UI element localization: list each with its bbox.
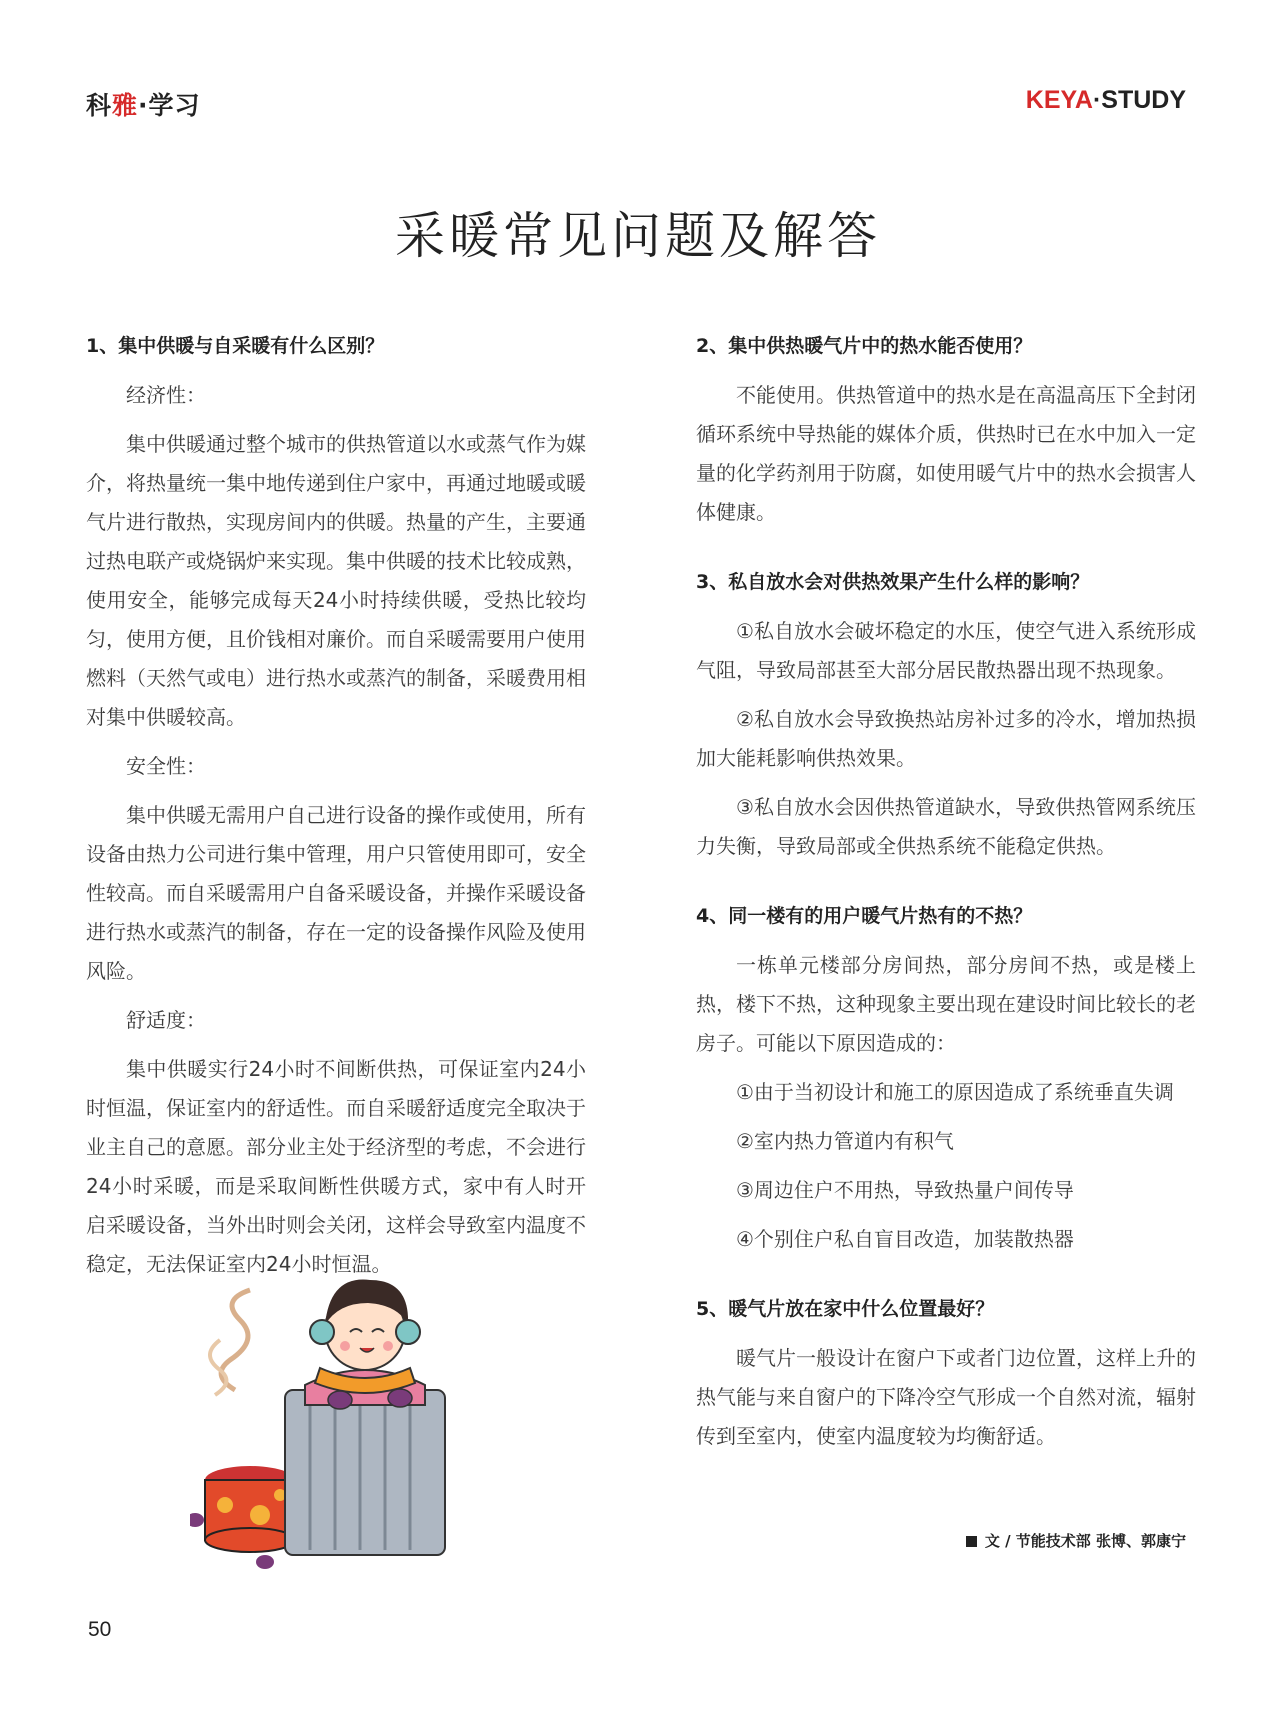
question-1: 1、集中供暖与自采暖有什么区别？ (86, 335, 385, 357)
section-label: ·学习 (138, 91, 201, 120)
brand-char-2: 雅 (112, 91, 139, 120)
subheading-safety: 安全性： (126, 754, 206, 778)
credit-text: 文 / 节能技术部 张博、郭康宁 (984, 1532, 1186, 1550)
answer-4: 一栋单元楼部分房间热，部分房间不热，或是楼上热，楼下不热，这种现象主要出现在建设时间比较长的老房子。可能以下原因造成的： (696, 953, 1196, 1055)
question-5: 5、暖气片放在家中什么位置最好？ (696, 1298, 995, 1320)
paragraph-safety: 集中供暖无需用户自己进行设备的操作或使用，所有设备由热力公司进行集中管理，用户只管使用即可，安全性较高。而自采暖需用户自备采暖设备，并操作采暖设备进行热水或蒸汽的制备，存在一定的设备操作风险及使用风险。 (86, 803, 586, 983)
left-column (86, 330, 586, 1294)
magazine-section-header-en (1026, 86, 1186, 115)
question-2: 2、集中供热暖气片中的热水能否使用？ (696, 335, 1033, 357)
paragraph-economy: 集中供暖通过整个城市的供热管道以水或蒸气作为媒介，将热量统一集中地传递到住户家中，再通过地暖或暖气片进行散热，实现房间内的供暖。热量的产生，主要通过热电联产或烧锅炉来实现。集中供暖的技术比较成熟，使用安全，能够完成每天24小时持续供暖，受热比较均匀，使用方便，且价钱相对廉价。而自采暖需要用户使用燃料（天然气或电）进行热水或蒸汽的制备，采暖费用相对集中供暖较高。 (86, 432, 586, 729)
brand-char-1: 科 (86, 91, 113, 120)
question-3: 3、私自放水会对供热效果产生什么样的影响？ (696, 571, 1090, 593)
answer-4-item-3: ③周边住户不用热，导致热量户间传导 (736, 1178, 1074, 1202)
question-4: 4、同一楼有的用户暖气片热有的不热？ (696, 905, 1033, 927)
subheading-economy: 经济性： (126, 383, 206, 407)
section-label-en: ·STUDY (1092, 86, 1186, 114)
paragraph-comfort: 集中供暖实行24小时不间断供热，可保证室内24小时恒温，保证室内的舒适性。而自采暖舒适度完全取决于业主自己的意愿。部分业主处于经济型的考虑，不会进行24小时采暖，而是采取间断性供暖方式，家中有人时开启采暖设备，当外出时则会关闭，这样会导致室内温度不稳定，无法保证室内24小时恒温。 (86, 1057, 586, 1276)
right-column (696, 330, 1196, 1466)
child-radiator-illustration (190, 1270, 510, 1570)
answer-4-item-1: ①由于当初设计和施工的原因造成了系统垂直失调 (736, 1080, 1174, 1104)
answer-5: 暖气片一般设计在窗户下或者门边位置，这样上升的热气能与来自窗户的下降冷空气形成一个自然对流，辐射传到至室内，使室内温度较为均衡舒适。 (696, 1346, 1196, 1448)
magazine-section-header (86, 86, 201, 122)
answer-3-item-2: ②私自放水会导致换热站房补过多的冷水，增加热损加大能耗影响供热效果。 (696, 707, 1196, 770)
answer-4-item-2: ②室内热力管道内有积气 (736, 1129, 954, 1153)
answer-2: 不能使用。供热管道中的热水是在高温高压下全封闭循环系统中导热能的媒体介质，供热时已在水中加入一定量的化学药剂用于防腐，如使用暖气片中的热水会损害人体健康。 (696, 383, 1196, 524)
page-number: 50 (88, 1618, 112, 1641)
subheading-comfort: 舒适度： (126, 1008, 206, 1032)
brand-en: KEYA (1025, 86, 1093, 114)
author-credit (966, 1530, 1186, 1551)
answer-3-item-3: ③私自放水会因供热管道缺水，导致供热管网系统压力失衡，导致局部或全供热系统不能稳定供热。 (696, 795, 1196, 858)
bullet-square-icon (966, 1536, 977, 1547)
article-title: 采暖常见问题及解答 (395, 207, 881, 265)
answer-4-item-4: ④个别住户私自盲目改造，加装散热器 (736, 1227, 1074, 1251)
answer-3-item-1: ①私自放水会破坏稳定的水压，使空气进入系统形成气阻，导致局部甚至大部分居民散热器出现不热现象。 (696, 619, 1196, 682)
